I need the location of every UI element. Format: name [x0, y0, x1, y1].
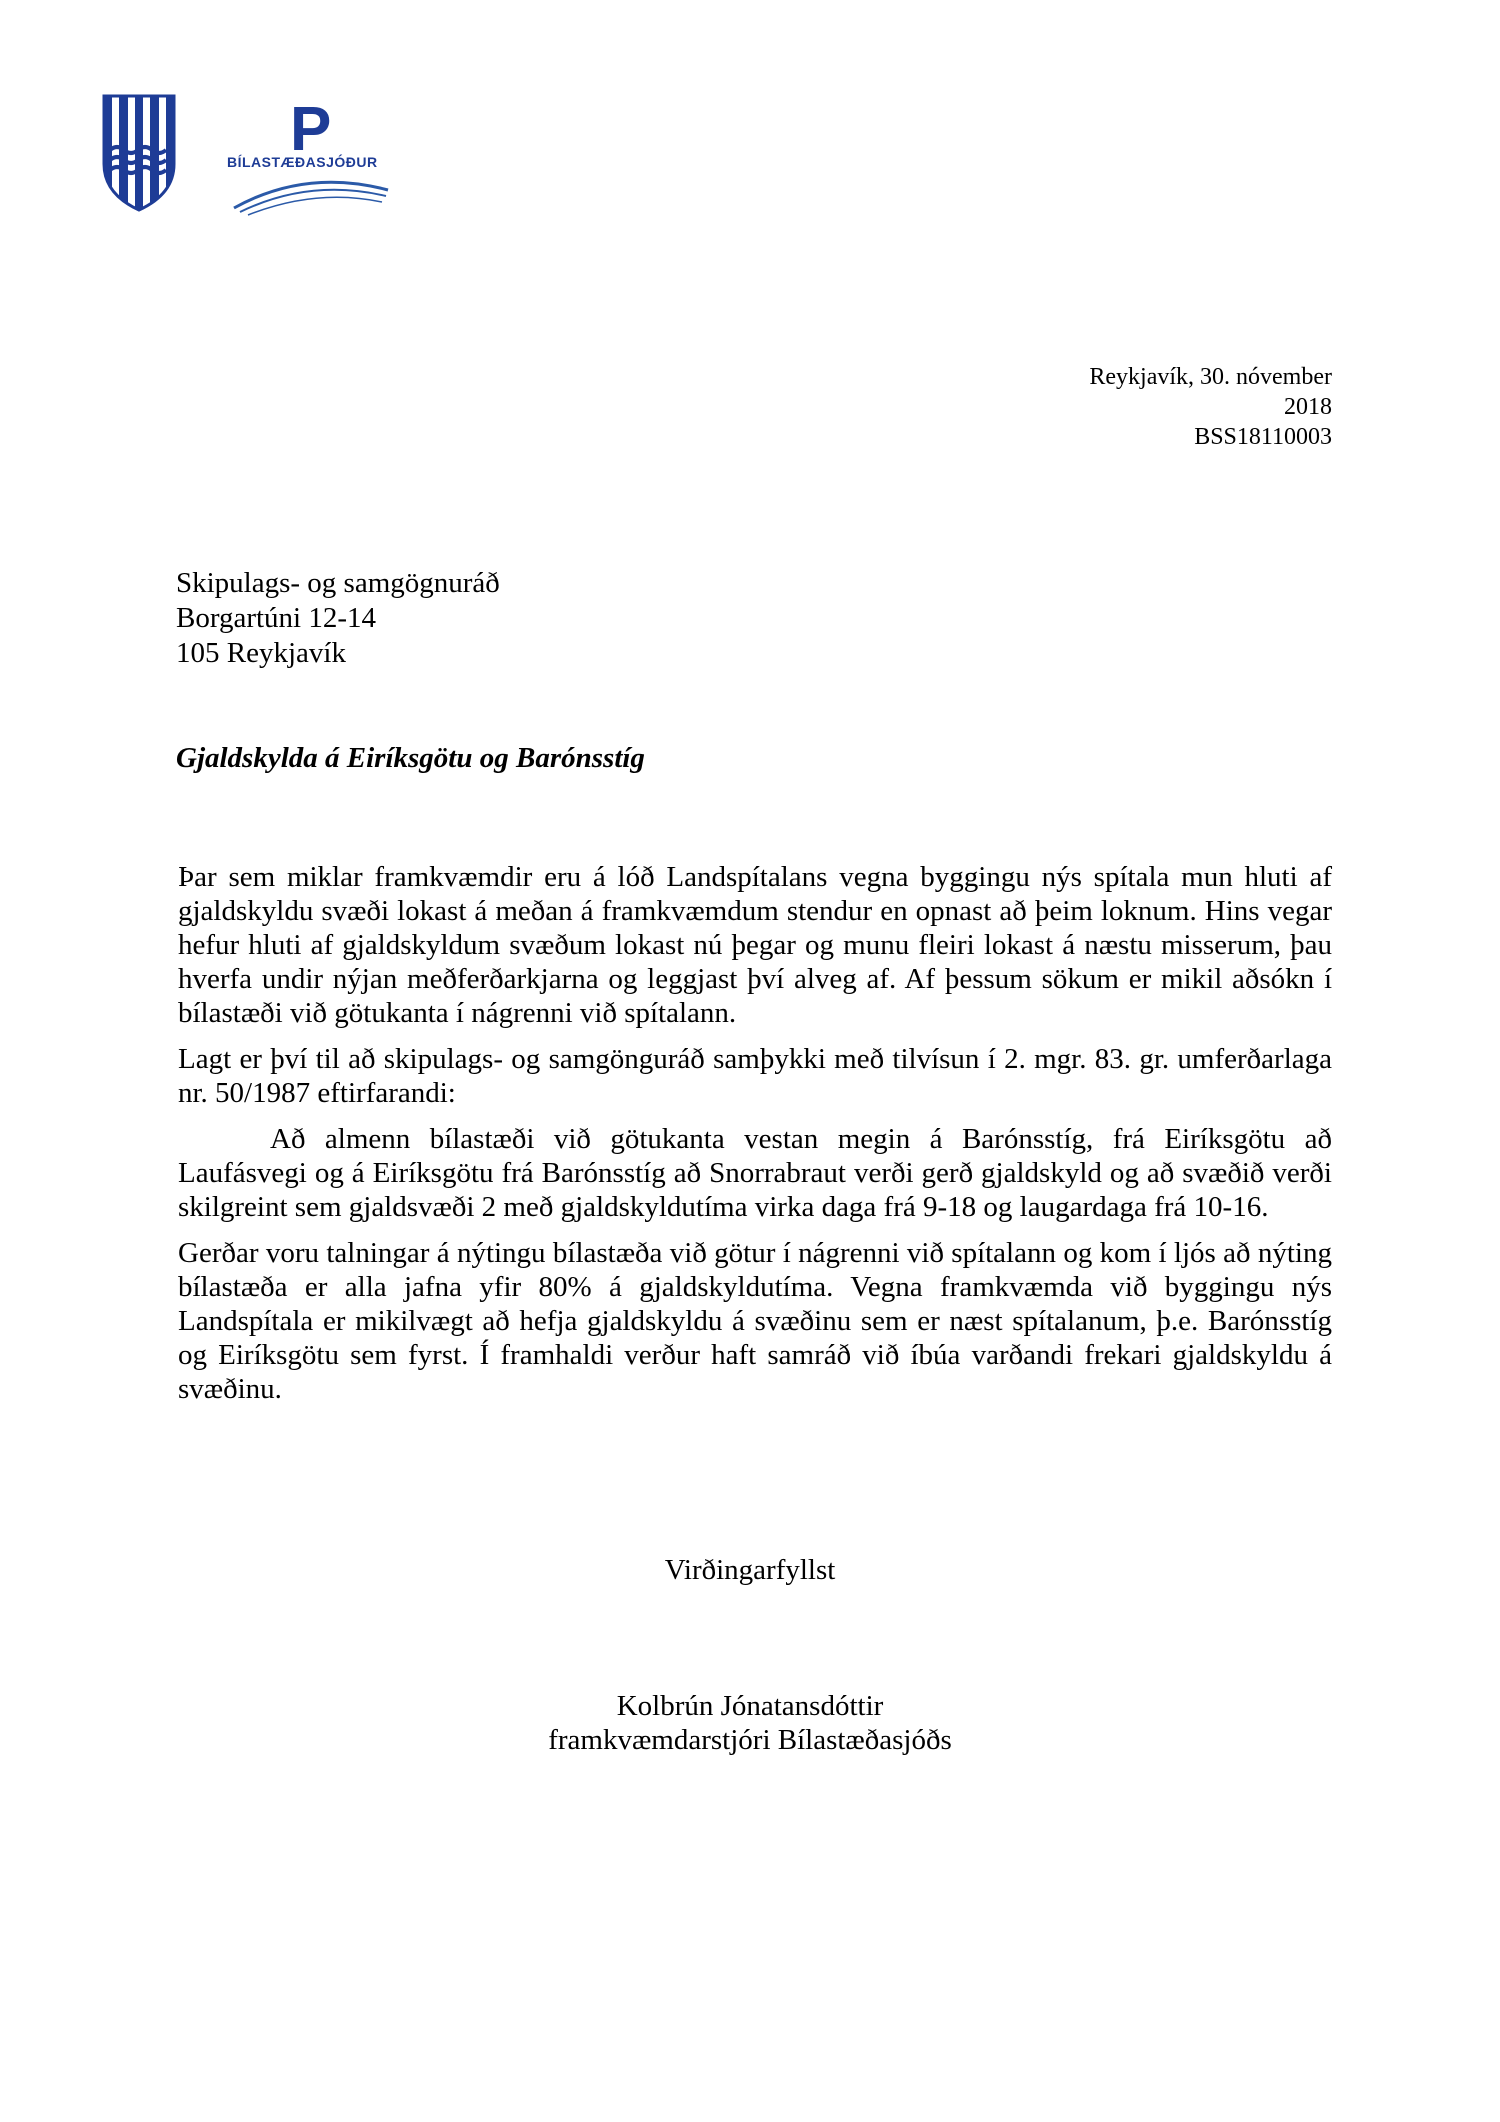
body-paragraph-4: Gerðar voru talningar á nýtingu bílastæða við götur í nágrenni við spítalann og kom í ljós að nýting bílastæða er alla jafna yfir 80% á gjaldskyldutíma. Vegna framkvæmda við byggingu nýs Landspítala er mikilvægt að hefja gjaldskyldu á svæðinu sem er næst spítalanum, þ.e. Barónsstíg og Eiríksgötu sem fyrst. Í framhaldi verður haft samráð við íbúa varðandi frekari gjaldskyldu á svæðinu.: [178, 1237, 1332, 1405]
closing-salutation: Virðingarfyllst: [664, 1554, 836, 1586]
date-reference-block: [1089, 362, 1332, 452]
signer-title: framkvæmdarstjóri Bílastæðasjóðs: [548, 1724, 952, 1756]
parking-p-letter: P: [290, 96, 332, 164]
signer-name: Kolbrún Jónatansdóttir: [616, 1690, 884, 1722]
body-paragraph-1: Þar sem miklar framkvæmdir eru á lóð Landspítalans vegna byggingu nýs spítala mun hluti af gjaldskyldu svæði lokast á meðan á framkvæmdum stendur en opnast að þeim loknum. Hins vegar hefur hluti af gjaldskyldum svæðum lokast nú þegar og munu fleiri lokast á næstu misserum, þau hverfa undir nýjan meðferðarkjarna og leggjast því alveg af. Af þessum sökum er mikil aðsókn í bílastæði við götukanta í nágrenni við spítalann.: [178, 861, 1332, 1029]
recipient-name: Skipulags- og samgögnuráð: [176, 567, 500, 599]
recipient-street: Borgartúni 12-14: [176, 602, 377, 634]
letter-subject: Gjaldskylda á Eiríksgötu og Barónsstíg: [176, 742, 645, 774]
body-paragraph-2: Lagt er því til að skipulags- og samgönguráð samþykki með tilvísun í 2. mgr. 83. gr. umferðarlaga nr. 50/1987 eftirfarandi:: [178, 1043, 1332, 1109]
bilastaedasjodur-logo: [226, 96, 392, 216]
letter-body: [178, 860, 1332, 1418]
reykjavik-coat-of-arms-logo: [102, 94, 176, 212]
date-line: Reykjavík, 30. nóvember: [1089, 364, 1332, 390]
reference-number: BSS18110003: [1194, 424, 1332, 450]
recipient-city: 105 Reykjavík: [176, 637, 346, 669]
recipient-address: [176, 566, 500, 671]
date-year: 2018: [1284, 394, 1332, 420]
parking-fund-name: BÍLASTÆÐASJÓÐUR: [227, 154, 378, 170]
proposal-paragraph: Að almenn bílastæði við götukanta vestan megin á Barónsstíg, frá Eiríksgötu að Laufásvegi og á Eiríksgötu frá Barónsstíg að Snorrabraut verði gerð gjaldskyld og að svæðið verði skilgreint sem gjaldsvæði 2 með gjaldskyldutíma virka daga frá 9-18 og laugardaga frá 10-16.: [178, 1123, 1332, 1223]
